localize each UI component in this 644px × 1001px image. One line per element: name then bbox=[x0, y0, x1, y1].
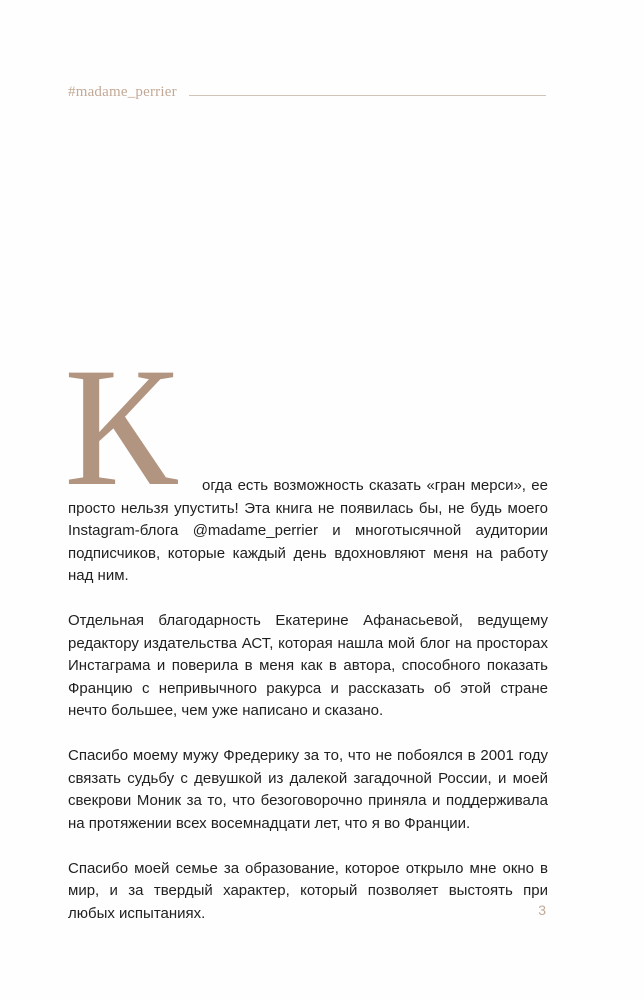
body-text bbox=[68, 475, 548, 948]
paragraph-1: огда есть возможность сказать «гран мерси», ее просто нельзя упустить! Эта книга не появилась бы, не будь моего Instagram-блога @madame_perrier и многотысячной аудитории подписчиков, которые каждый день вдохновляют меня на работу над ним. bbox=[68, 477, 548, 584]
paragraph-2: Отдельная благодарность Екатерине Афанасьевой, ведущему редактору издательства АСТ, которая нашла мой блог на просторах Инстаграма и поверила в меня как в автора, способного показать Францию с непривычного ракурса и рассказать об этой стране нечто большее, чем уже написано и сказано. bbox=[68, 612, 548, 719]
drop-cap-letter: К bbox=[64, 333, 178, 521]
paragraph-4: Спасибо моей семье за образование, которое открыло мне окно в мир, и за твердый характер, который позволяет выстоять при любых испытаниях. bbox=[68, 859, 548, 922]
paragraph-3: Спасибо моему мужу Фредерику за то, что не побоялся в 2001 году связать судьбу с девушкой из далекой загадочной России, и моей свекрови Моник за то, что безоговорочно приняла и поддерживала на протяжении всех восемнадцати лет, что я во Франции. bbox=[68, 747, 548, 832]
page-number: 3 bbox=[538, 902, 546, 918]
running-header bbox=[68, 80, 546, 104]
header-rule bbox=[189, 95, 546, 96]
header-hashtag: #madame_perrier bbox=[68, 83, 177, 100]
